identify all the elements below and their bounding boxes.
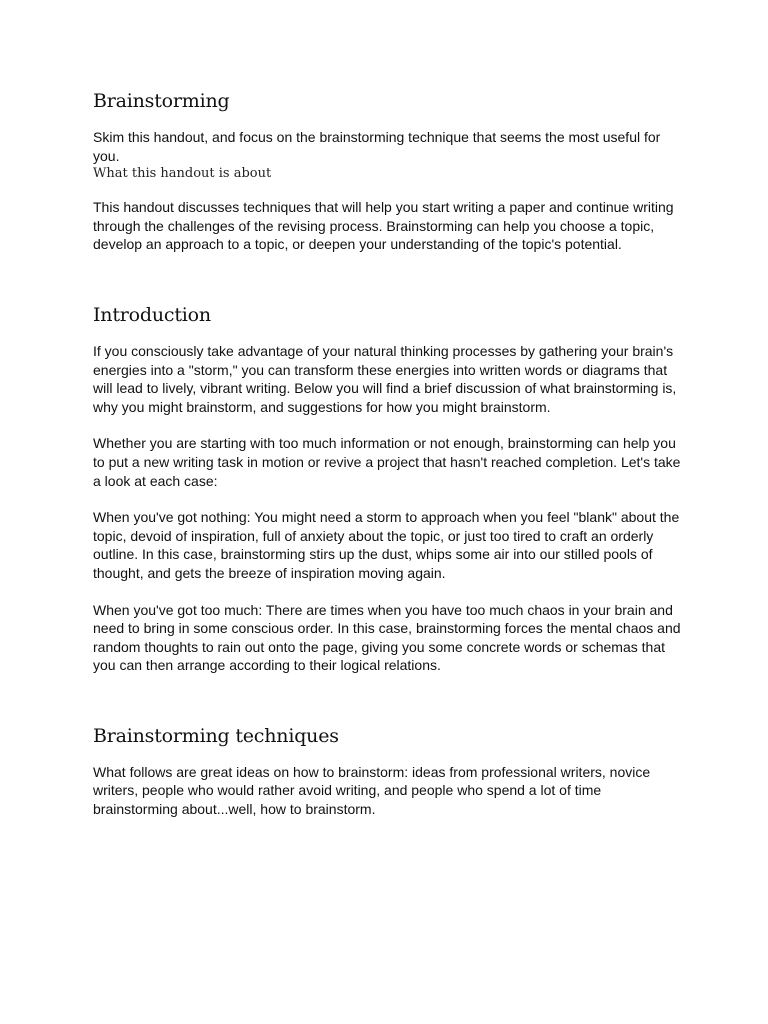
section-paragraph: When you've got nothing: You might need a storm to approach when you feel "blank" about the topic, devoid of inspiration, full of anxiety about the topic, or just too tired to craft an orderly outline. In this case, brainstorming stirs up the dust, whips some air into our stilled pools of thought, and gets the breeze of inspiration moving again. [93, 509, 680, 581]
section-paragraph: Whether you are starting with too much information or not enough, brainstorming can help you to put a new writing task in motion or revive a project that hasn't reached completion. Let's take a look at each case: [93, 435, 681, 489]
section-brainstorming-techniques [93, 723, 683, 819]
intro-paragraph: Skim this handout, and focus on the brainstorming technique that seems the most useful for you. [93, 129, 661, 164]
about-subheading: What this handout is about [93, 166, 272, 182]
section-paragraph: When you've got too much: There are times when you have too much chaos in your brain and need to bring in some conscious order. In this case, brainstorming forces the mental chaos and random thoughts to rain out onto the page, giving you some concrete words or schemas that you can then arrange according to their logical relations. [93, 601, 681, 674]
document-title: Brainstorming [93, 90, 230, 112]
section-introduction [93, 302, 683, 675]
section-paragraph: If you consciously take advantage of your natural thinking processes by gathering your brain's energies into a "storm," you can transform these energies into written words or diagrams that will lead to lively, vibrant writing. Below you will find a brief discussion of what brainstorming is, why you might brainstorm, and suggestions for how you might brainstorm. [93, 342, 677, 415]
section-heading: Introduction [93, 303, 211, 326]
about-paragraph: This handout discusses techniques that will help you start writing a paper and continue writing through the challenges of the revising process. Brainstorming can help you choose a topic, develop an approach to a topic, or deepen your understanding of the topic's potential. [93, 199, 674, 253]
section-paragraph: What follows are great ideas on how to brainstorm: ideas from professional writers, novice writers, people who would rather avoid writing, and people who spend a lot of time brainstorming about...well, how to brainstorm. [93, 763, 651, 818]
section-heading: Brainstorming techniques [93, 724, 339, 747]
document-body [93, 88, 683, 819]
